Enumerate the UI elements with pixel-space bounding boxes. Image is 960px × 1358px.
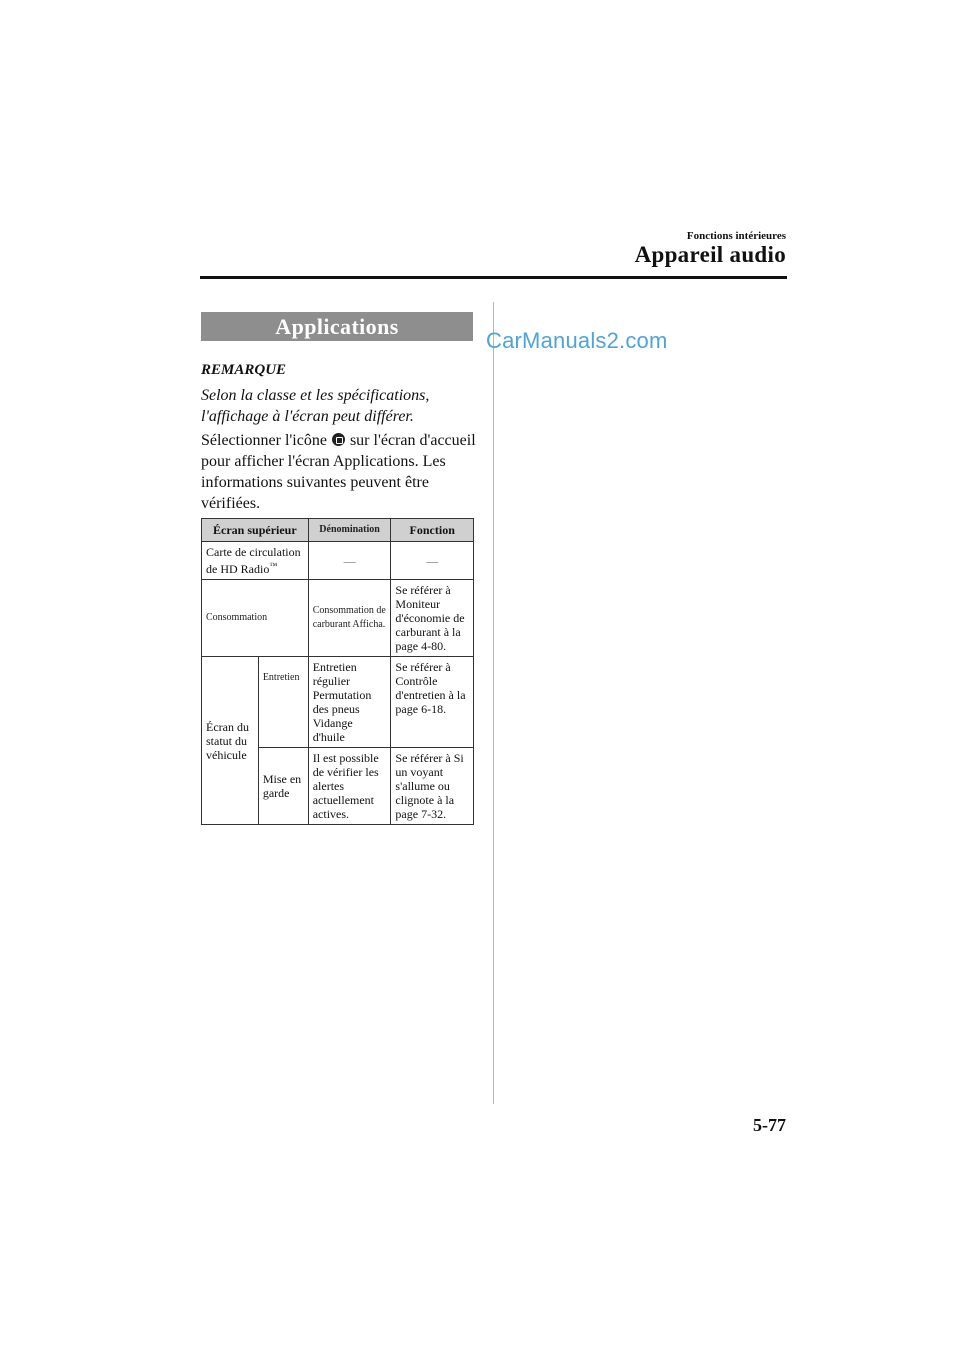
note-text: Selon la classe et les spécifications, l'affichage à l'écran peut différer.: [201, 387, 430, 425]
cell-subcategory: Mise en garde: [258, 748, 308, 825]
body-paragraph: [201, 430, 491, 514]
section-header: Fonctions intérieures: [686, 230, 786, 242]
applications-banner: Applications: [201, 312, 473, 341]
cell-screen: [202, 542, 309, 580]
cell-screen-text: Carte de circulation de HD Radio: [206, 545, 301, 576]
applications-icon: [332, 433, 345, 446]
cell-function: —: [391, 542, 474, 580]
cell-screen: Consommation: [202, 580, 309, 657]
table-row: [202, 542, 474, 580]
table-header-row: [202, 519, 474, 542]
trademark-mark: ™: [269, 561, 278, 570]
applications-table: [201, 518, 474, 825]
page-number: 5-77: [753, 1115, 786, 1135]
chapter-title: Appareil audio: [634, 242, 786, 267]
watermark-logo: CarManuals2.com: [486, 328, 668, 353]
table-row: [202, 657, 474, 748]
cell-function: Se référer à Si un voyant s'allume ou clignote à la page 7-32.: [391, 748, 474, 825]
cell-name: Il est possible de vérifier les alertes actuellement actives.: [308, 748, 391, 825]
cell-name: Consommation de carburant Afficha.: [308, 580, 391, 657]
cell-function: Se référer à Contrôle d'entretien à la page 6-18.: [391, 657, 474, 748]
cell-subcategory: Entretien: [258, 657, 308, 748]
cell-screen: Écran du statut du véhicule: [202, 657, 259, 825]
header-rule: [200, 276, 787, 279]
body-text-start: Sélectionner l'icône: [201, 432, 327, 449]
header-denomination: Dénomination: [308, 519, 391, 542]
header-ecran: Écran supérieur: [202, 519, 309, 542]
column-divider: [493, 302, 494, 1104]
note-heading: REMARQUE: [201, 362, 287, 378]
cell-function: Se référer à Moniteur d'économie de carburant à la page 4-80.: [391, 580, 474, 657]
header-fonction: Fonction: [391, 519, 474, 542]
cell-name: —: [308, 542, 391, 580]
table-row: [202, 580, 474, 657]
cell-name: Entretien régulier Permutation des pneus Vidange d'huile: [308, 657, 391, 748]
body-text-end: sur l'écran d'accueil pour afficher l'écran Applications. Les informations suivantes peuvent être vérifiées.: [201, 432, 476, 512]
